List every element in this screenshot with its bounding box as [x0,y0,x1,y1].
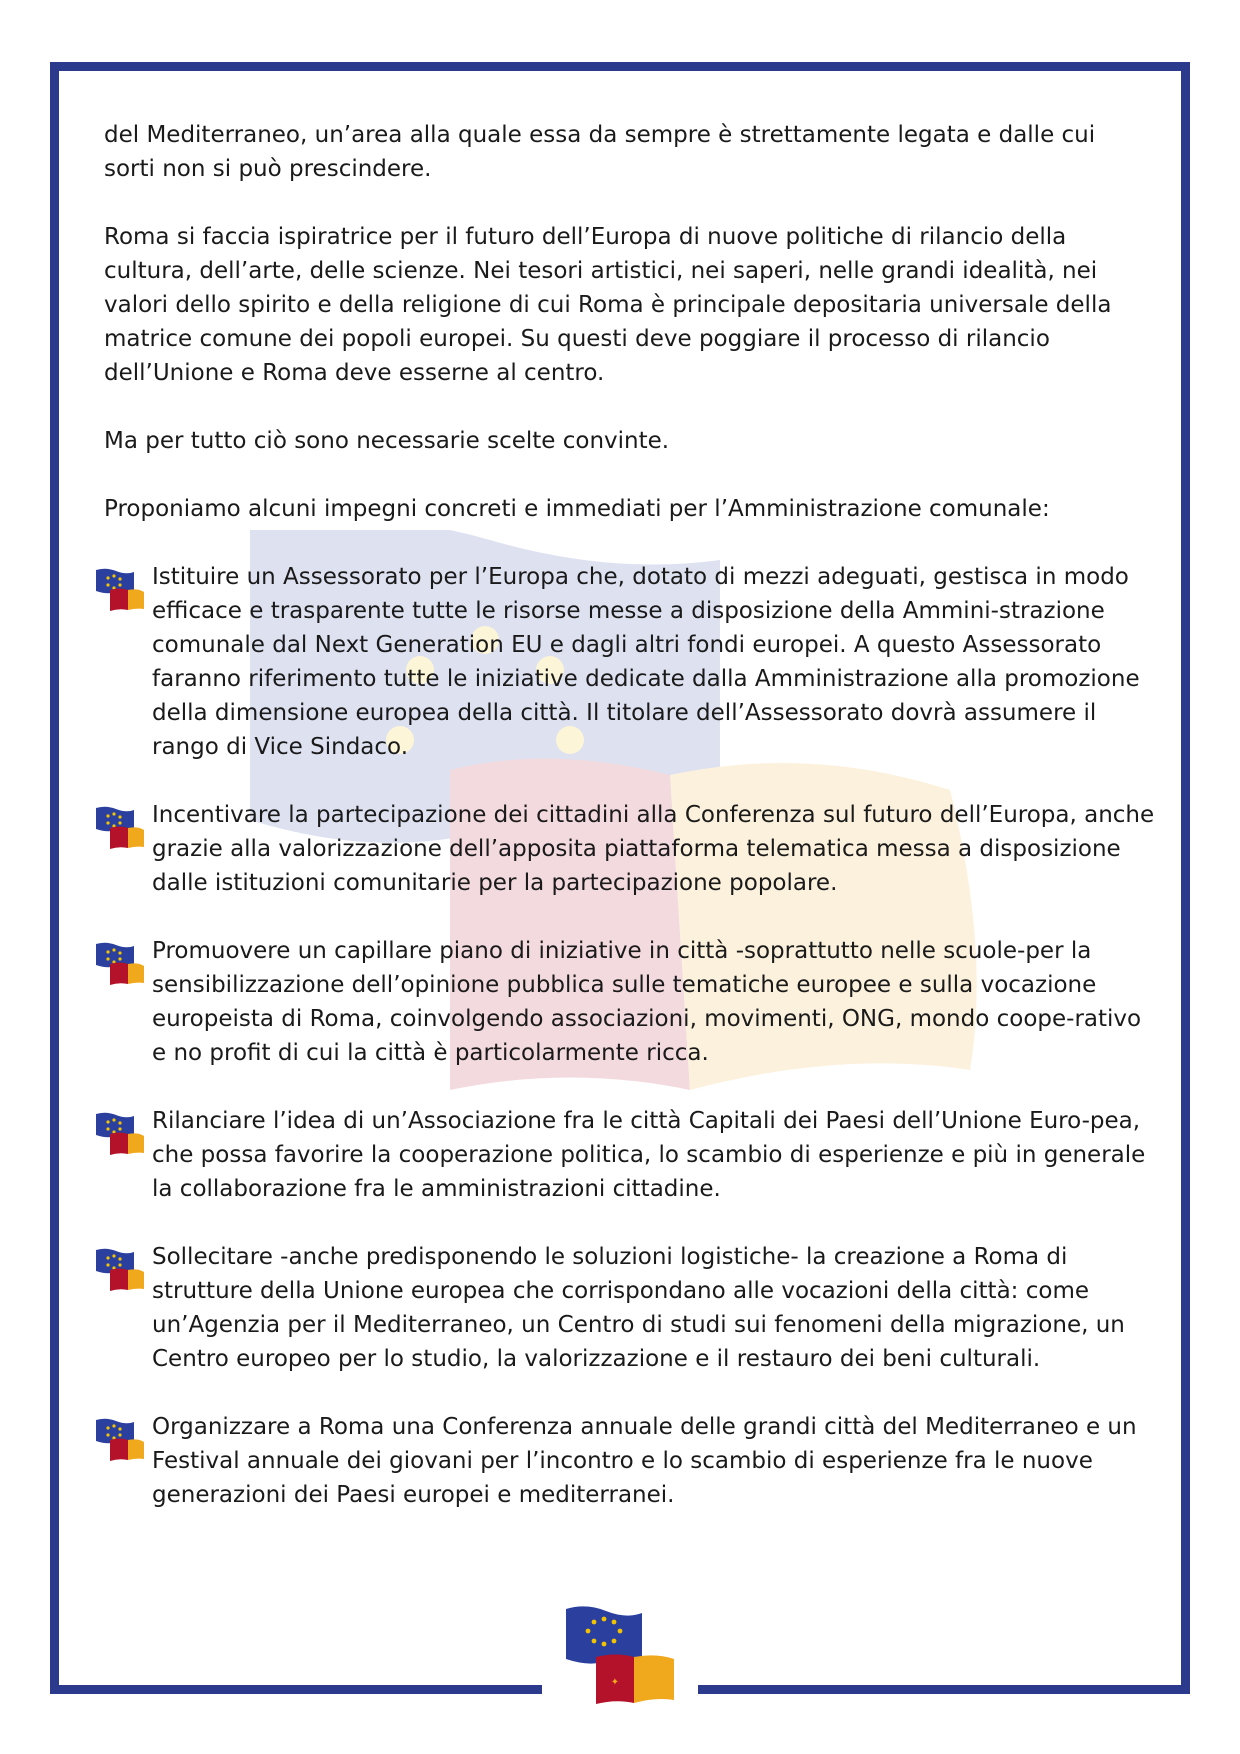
eu-roma-flags-icon [94,568,146,612]
intro-paragraph: del Mediterraneo, un’area alla quale essa da sempre è strettamente legata e dalle cui sorti non si può prescindere. [104,122,1096,182]
list-item-text: Incentivare la partecipazione dei cittadini alla Conferenza sul futuro dell’Europa, anche grazie alla valorizzazione dell’apposita piattaforma telematica messa a disposizione dalle istituzioni comunitarie per la partecipazione popolare. [152,802,1155,896]
list-item [104,1240,1144,1376]
proposals-list [104,560,1155,1512]
list-item [104,934,1144,1070]
list-item-text: Organizzare a Roma una Conferenza annuale delle grandi città del Mediterraneo e un Festival annuale dei giovani per l’incontro e lo scambio di esperienze fra le nuove generazioni dei Paesi europei e mediterranei. [152,1414,1137,1508]
eu-roma-flags-icon [94,942,146,986]
eu-roma-flags-logo [564,1605,676,1705]
eu-roma-flags-icon [94,1248,146,1292]
list-item [104,560,1144,764]
page-content [104,118,1155,1546]
intro-paragraph: Ma per tutto ciò sono necessarie scelte convinte. [104,428,670,454]
eu-roma-flags-icon [94,806,146,850]
svg-text:✦: ✦ [610,1677,620,1688]
frame-left [50,62,59,1694]
list-item-text: Istituire un Assessorato per l’Europa che, dotato di mezzi adeguati, gestisca in modo efficace e trasparente tutte le risorse messe a disposizione della Ammini-strazione comunale dal Next Generation EU e dagli altri fondi europei. A questo Assessorato faranno riferimento tutte le iniziative dedicate dalla Amministrazione alla promozione della dimensione europea della città. Il titolare dell’Assessorato dovrà assumere il rango di Vice Sindaco. [152,564,1140,760]
intro-paragraph: Proponiamo alcuni impegni concreti e immediati per l’Amministrazione comunale: [104,496,1050,522]
list-item-text: Sollecitare -anche predisponendo le soluzioni logistiche- la creazione a Roma di strutture della Unione europea che corrispondano alle vocazioni della città: come un’Agenzia per il Mediterraneo, un Centro di studi sui fenomeni della migrazione, un Centro europeo per lo studio, la valorizzazione e il restauro dei beni culturali. [152,1244,1125,1372]
list-item [104,1410,1144,1512]
intro-paragraph: Roma si faccia ispiratrice per il futuro dell’Europa di nuove politiche di rilancio della cultura, dell’arte, delle scienze. Nei tesori artistici, nei saperi, nelle grandi idealità, nei valori dello spirito e della religione di cui Roma è principale depositaria universale della matrice comune dei popoli europei. Su questi deve poggiare il processo di rilancio dell’Unione e Roma deve esserne al centro. [104,224,1112,386]
list-item-text: Promuovere un capillare piano di iniziative in città -soprattutto nelle scuole-per la sensibilizzazione dell’opinione pubblica sulle tematiche europee e sulla vocazione europeista di Roma, coinvolgendo associazioni, movimenti, ONG, mondo coope-rativo e no profit di cui la città è particolarmente ricca. [152,938,1142,1066]
list-item-text: Rilanciare l’idea di un’Associazione fra le città Capitali dei Paesi dell’Unione Euro-pea, che possa favorire la cooperazione politica, lo scambio di esperienze e più in generale la collaborazione fra le amministrazioni cittadine. [152,1108,1146,1202]
frame-top [50,62,1190,71]
list-item [104,798,1155,900]
eu-roma-flags-icon [94,1112,146,1156]
frame-right [1181,62,1190,1694]
frame-bottom-left [50,1685,542,1694]
frame-bottom-right [698,1685,1190,1694]
eu-roma-flags-icon [94,1418,146,1462]
list-item [104,1104,1144,1206]
